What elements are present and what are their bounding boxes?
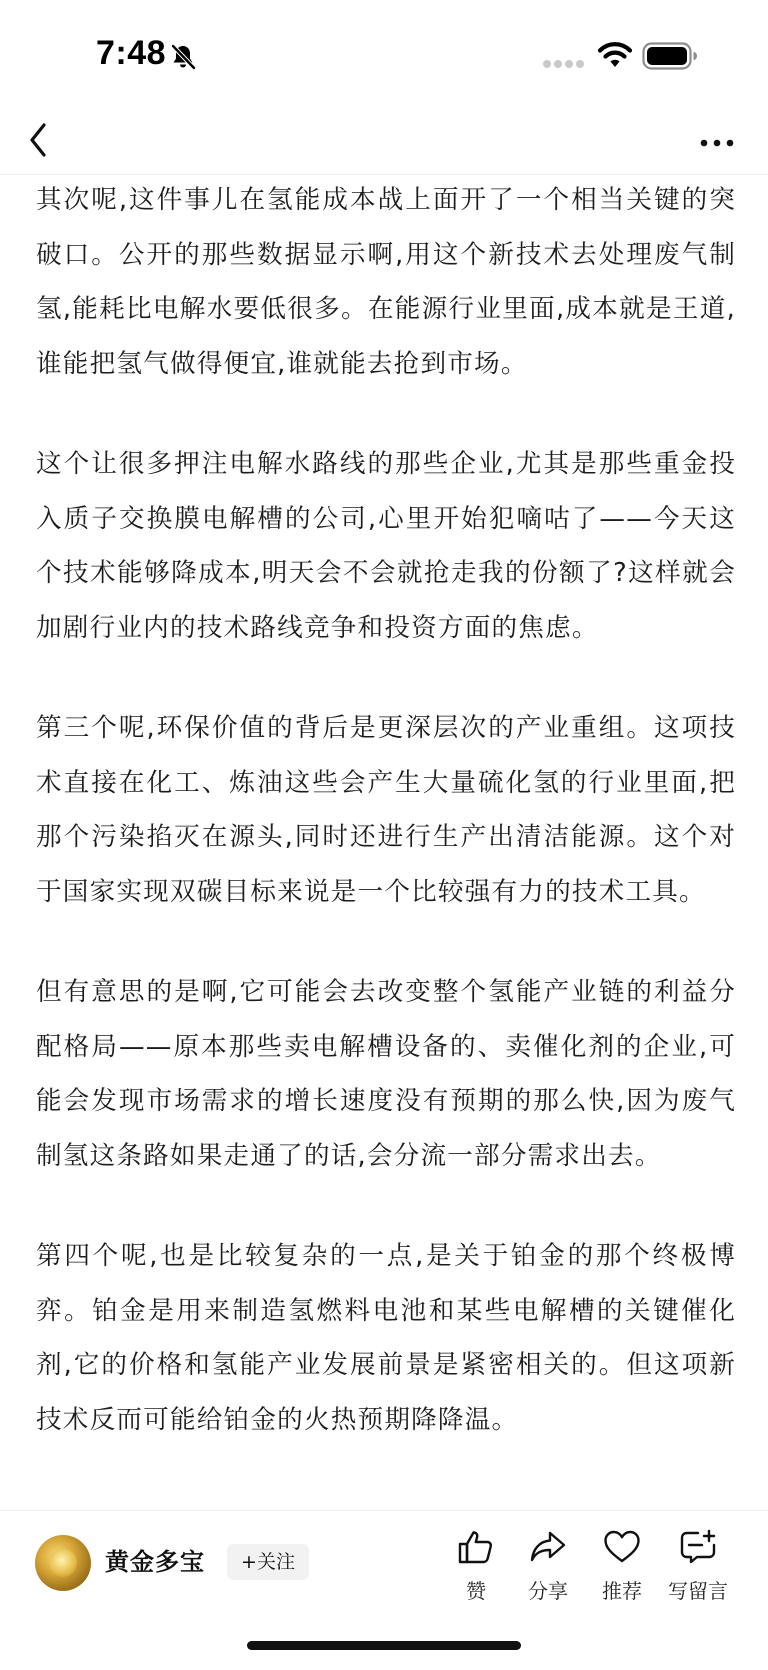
wifi-icon <box>596 40 634 70</box>
recommend-label: 推荐 <box>602 1579 642 1603</box>
status-bar <box>0 0 768 112</box>
like-label: 赞 <box>466 1579 486 1603</box>
home-indicator[interactable] <box>247 1641 521 1650</box>
write-comment-button[interactable] <box>658 1527 738 1607</box>
comment-plus-icon <box>678 1527 718 1567</box>
share-arrow-icon <box>528 1527 568 1567</box>
article-paragraph-2: 这个让很多押注电解水路线的那些企业,尤其是那些重金投入质子交换膜电解槽的公司,心里开始犯嘀咕了——今天这个技术能够降成本,明天会不会就抢走我的份额了?这样就会加剧行业内的技术路线竞争和投资方面的焦虑。 <box>36 449 736 643</box>
thumbs-up-icon <box>456 1527 496 1567</box>
share-button[interactable] <box>508 1527 588 1607</box>
like-button[interactable] <box>436 1527 516 1607</box>
nav-bar <box>0 112 768 175</box>
share-label: 分享 <box>528 1579 568 1603</box>
recommend-button[interactable] <box>582 1527 662 1607</box>
follow-button[interactable]: +关注 <box>227 1544 309 1580</box>
back-button[interactable] <box>22 118 56 162</box>
cellular-signal-icon <box>542 59 586 69</box>
status-time: 7:48 <box>96 34 167 72</box>
heart-icon <box>602 1527 642 1567</box>
article-paragraph-3: 第三个呢,环保价值的背后是更深层次的产业重组。这项技术直接在化工、炼油这些会产生大量硫化氢的行业里面,把那个污染掐灭在源头,同时还进行生产出清洁能源。这个对于国家实现双碳目标来说是一个比较强有力的技术工具。 <box>36 713 736 907</box>
battery-icon <box>642 42 698 70</box>
ellipsis-icon <box>701 140 734 147</box>
article-paragraph-5: 第四个呢,也是比较复杂的一点,是关于铂金的那个终极博弈。铂金是用来制造氢燃料电池和某些电解槽的关键催化剂,它的价格和氢能产业发展前景是紧密相关的。但这项新技术反而可能给铂金的火热预期降降温。 <box>36 1241 736 1435</box>
write-comment-label: 写留言 <box>668 1579 728 1603</box>
author-avatar[interactable] <box>35 1535 91 1591</box>
avatar-image <box>49 1549 77 1577</box>
article-body <box>36 174 736 1508</box>
bell-muted-icon <box>168 42 198 72</box>
author-name[interactable]: 黄金多宝 <box>105 1548 205 1576</box>
article-paragraph-1: 其次呢,这件事儿在氢能成本战上面开了一个相当关键的突破口。公开的那些数据显示啊,用这个新技术去处理废气制氢,能耗比电解水要低很多。在能源行业里面,成本就是王道,谁能把氢气做得便宜,谁就能去抢到市场。 <box>36 185 736 379</box>
more-options-button[interactable] <box>696 128 742 158</box>
chevron-left-icon <box>32 125 44 155</box>
article-paragraph-4: 但有意思的是啊,它可能会去改变整个氢能产业链的利益分配格局——原本那些卖电解槽设备的、卖催化剂的企业,可能会发现市场需求的增长速度没有预期的那么快,因为废气制氢这条路如果走通了的话,会分流一部分需求出去。 <box>36 977 736 1171</box>
